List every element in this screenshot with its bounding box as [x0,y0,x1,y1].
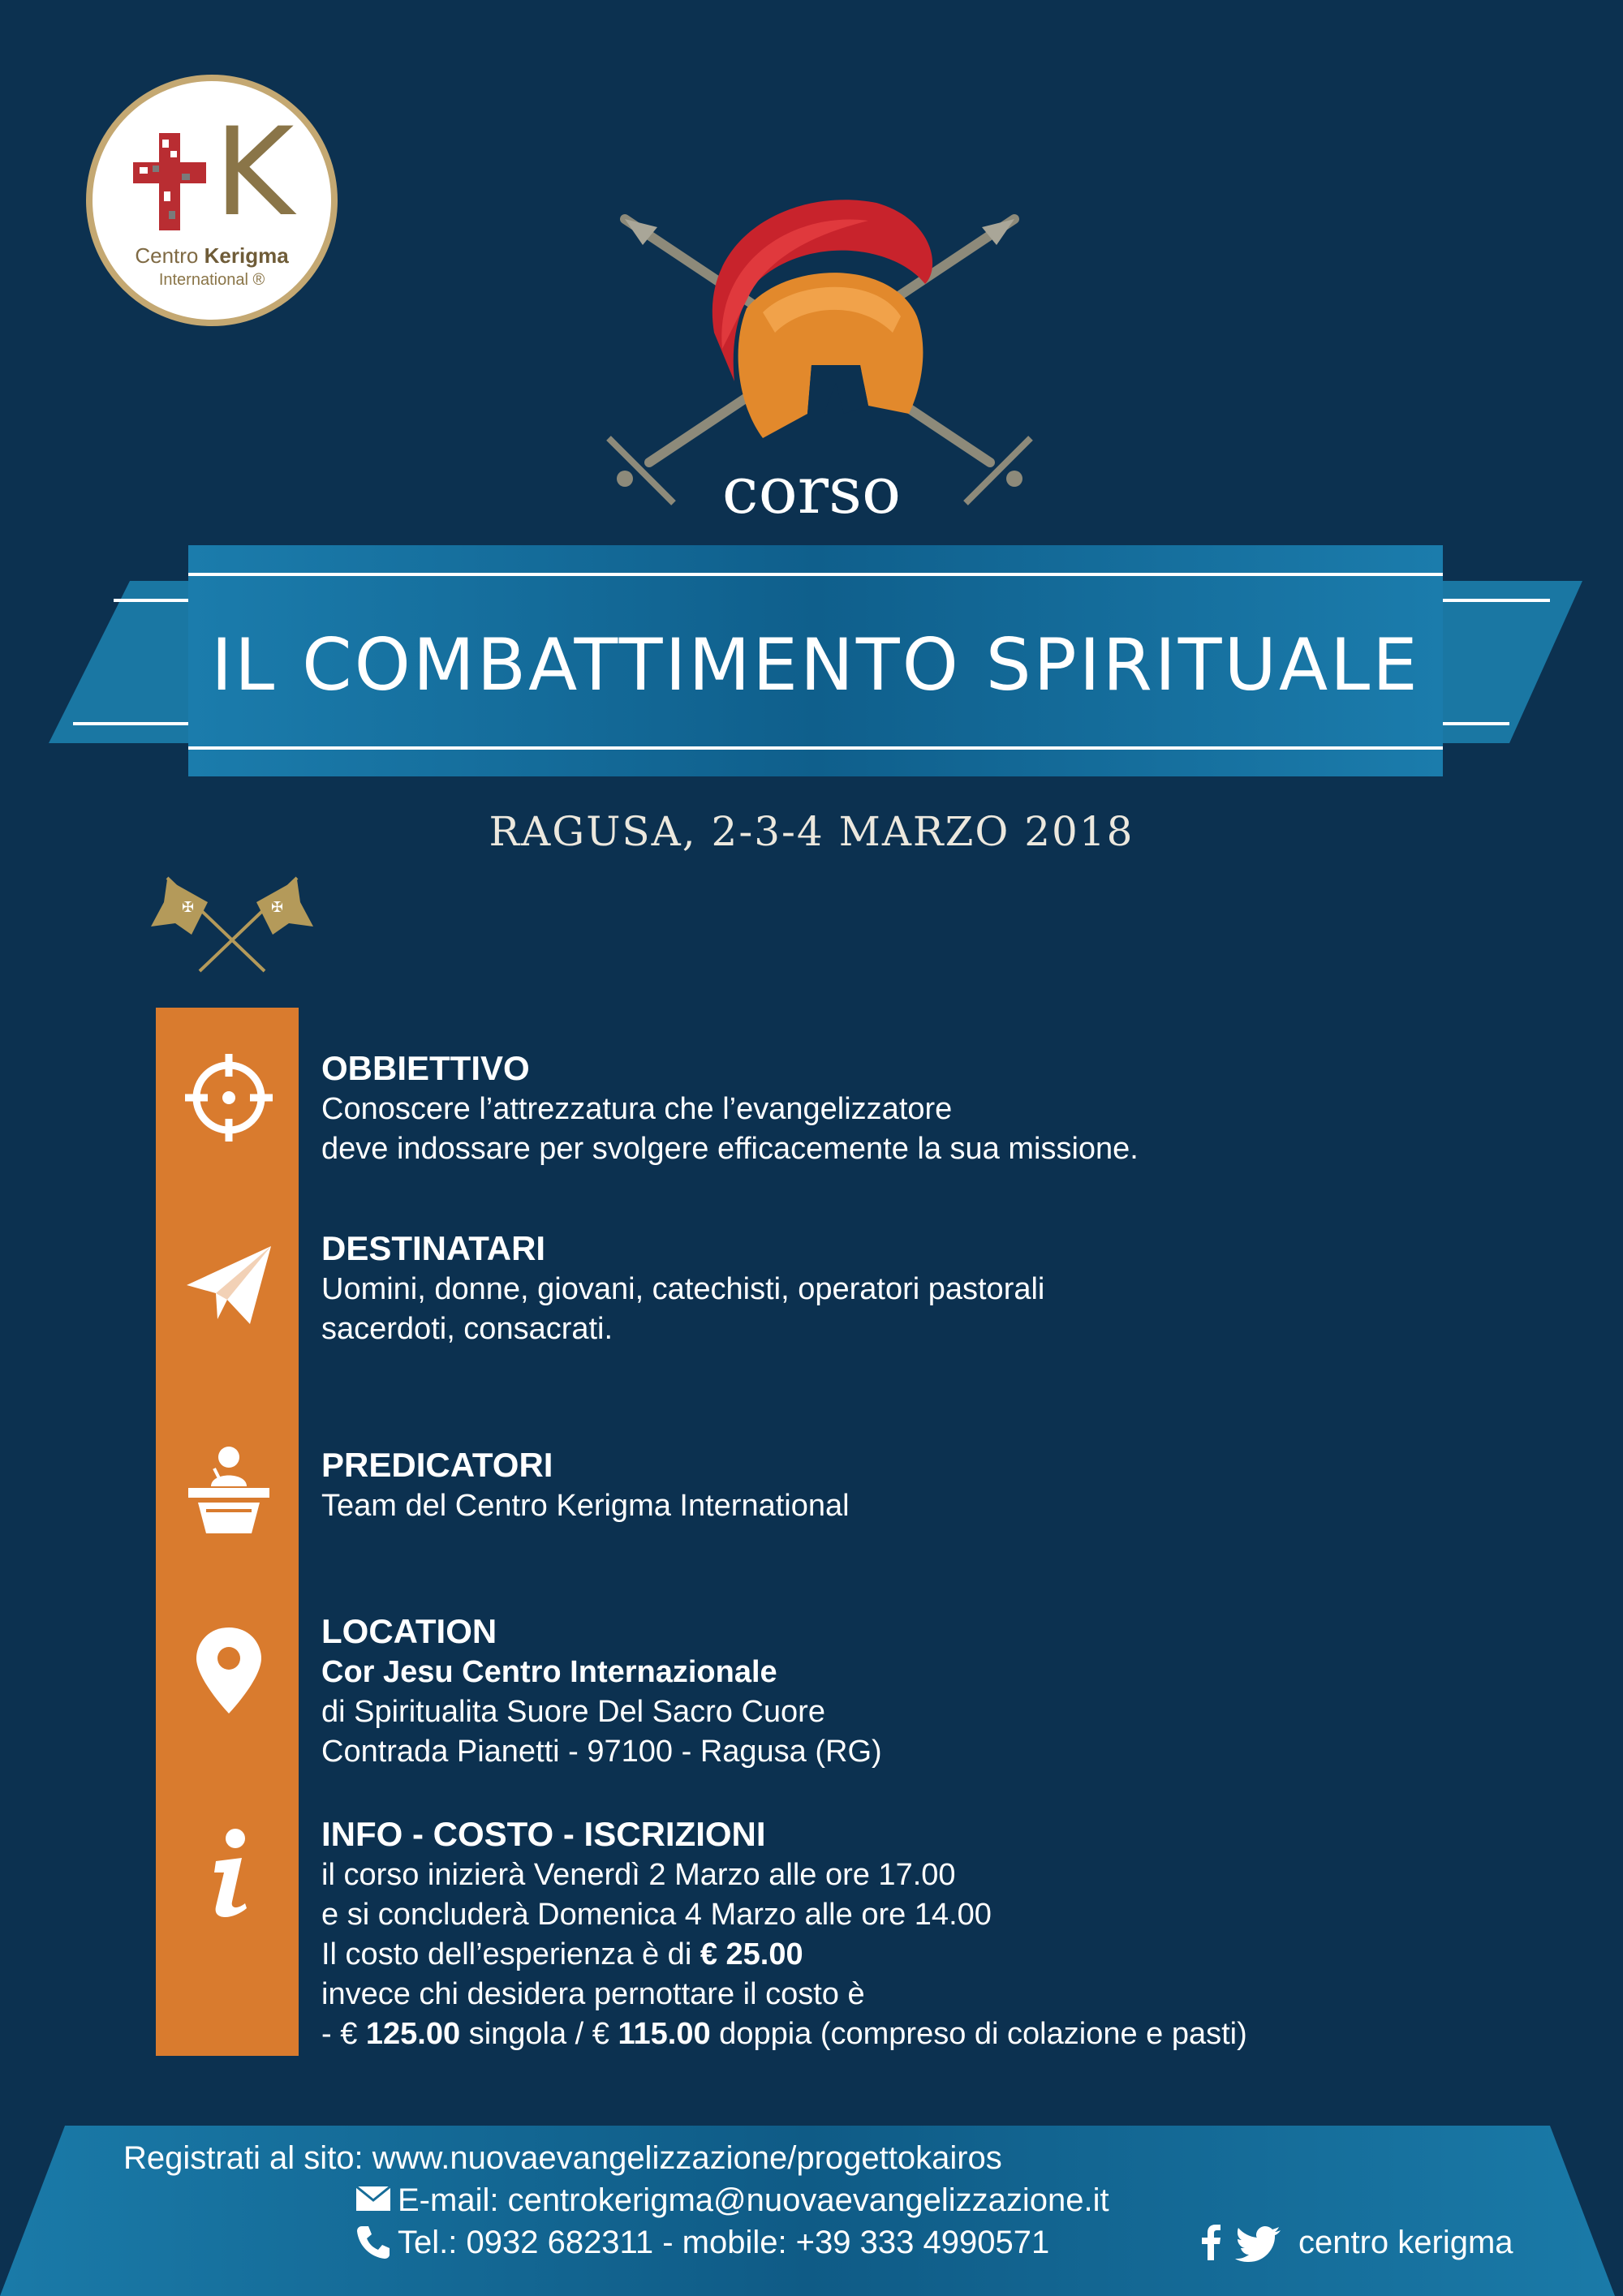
section-title: INFO - COSTO - ISCRIZIONI [321,1815,766,1853]
phone-icon [355,2225,391,2260]
register-link[interactable]: Registrati al sito: www.nuovaevangelizzazione/progettokairos [123,2140,1002,2176]
crossed-flags-icon [143,870,321,975]
section-text: il corso inizierà Venerdì 2 Marzo alle ore 17.00 [321,1858,956,1892]
lodging-cost-line: - € 125.00 singola / € 115.00 doppia (compreso di colazione e pasti) [321,2017,1247,2051]
section-title: OBBIETTIVO [321,1049,530,1087]
section-obbiettivo [321,1047,1457,1169]
svg-text:✠: ✠ [271,899,284,916]
section-text: deve indossare per svolgere efficacemente la sua missione. [321,1132,1139,1166]
cost-price: € 25.00 [700,1937,803,1971]
section-text: Team del Centro Kerigma International [321,1489,850,1523]
twitter-icon[interactable] [1235,2226,1281,2262]
logo-subname: International ® [158,271,265,289]
single-price: 125.00 [365,2017,461,2051]
venue-name: Cor Jesu Centro Internazionale [321,1655,777,1689]
section-title: LOCATION [321,1612,497,1650]
section-text: di Spiritualita Suore Del Sacro Cuore [321,1695,825,1729]
section-text: Contrada Pianetti - 97100 - Ragusa (RG) [321,1735,882,1769]
speaker-podium-icon [180,1444,278,1541]
section-info [321,1813,1457,2054]
logo-letter: K [214,102,295,243]
course-date-location: RAGUSA, 2-3-4 MARZO 2018 [489,808,1134,855]
cross-mosaic-icon [133,133,206,230]
double-price: 115.00 [618,2017,711,2051]
phone-text: Tel.: 0932 682311 - mobile: +39 333 4990571 [398,2225,1050,2260]
facebook-icon[interactable] [1199,2225,1222,2260]
section-title: DESTINATARI [321,1229,546,1267]
corso-label: corso [721,453,902,528]
section-location [321,1610,1457,1772]
course-title: IL COMBATTIMENTO SPIRITUALE [211,623,1420,707]
social-handle[interactable]: centro kerigma [1298,2225,1513,2260]
svg-text:✠: ✠ [182,899,195,916]
logo-name: Centro Kerigma [135,243,289,268]
section-text: invece chi desidera pernottare il costo è [321,1977,865,2011]
section-title: PREDICATORI [321,1446,553,1484]
crosshair-icon [180,1049,278,1146]
envelope-icon [355,2186,391,2212]
cost-line: Il costo dell’esperienza è di € 25.00 [321,1937,803,1971]
section-destinatari [321,1228,1457,1349]
section-text: Conoscere l’attrezzatura che l’evangelizzatore [321,1092,953,1126]
section-text: Uomini, donne, giovani, catechisti, operatori pastorali [321,1272,1045,1306]
email-link[interactable]: E-mail: centrokerigma@nuovaevangelizzazione.it [398,2182,1109,2218]
map-pin-icon [180,1623,278,1720]
centro-kerigma-logo [86,75,338,326]
info-icon [180,1825,278,1923]
section-predicatori [321,1444,1457,1526]
section-text: e si concluderà Domenica 4 Marzo alle ore 14.00 [321,1898,992,1932]
section-text: sacerdoti, consacrati. [321,1312,613,1346]
paper-plane-icon [180,1235,278,1332]
